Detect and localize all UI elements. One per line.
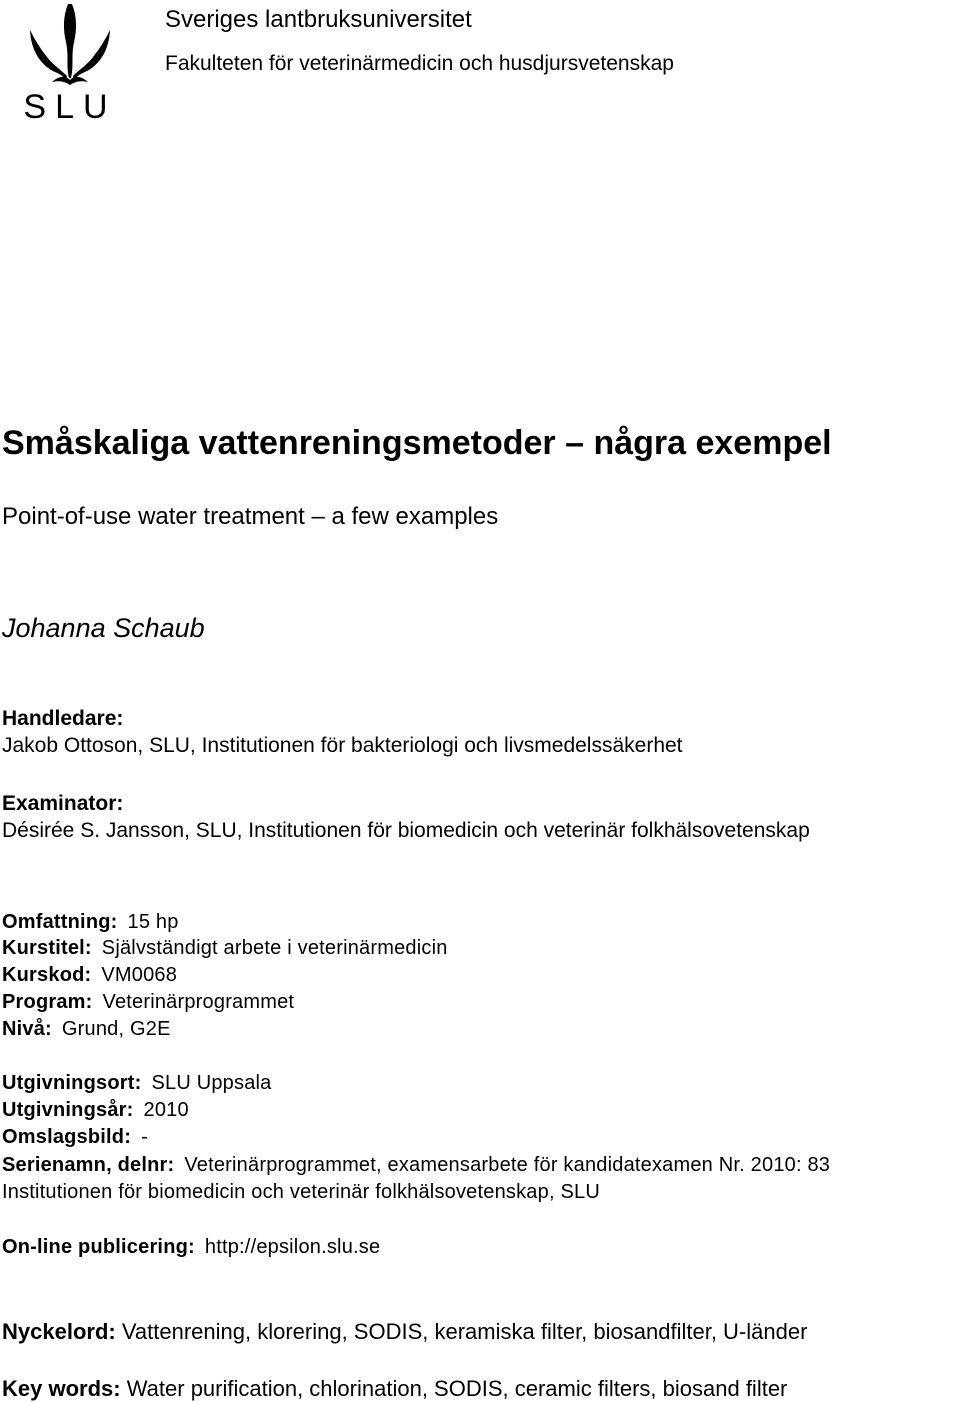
place-value: SLU Uppsala	[151, 1072, 272, 1094]
keywords-en-row	[2, 1376, 787, 1402]
scope-row	[2, 911, 179, 934]
level-row	[2, 1018, 171, 1041]
series-row	[2, 1154, 830, 1177]
program-row	[2, 991, 294, 1014]
document-title: Småskaliga vattenreningsmetoder – några exempel	[2, 424, 832, 462]
course-code-value: VM0068	[101, 964, 178, 986]
examiner-value: Désirée S. Jansson, SLU, Institutionen för biomedicin och veterinär folkhälsovetenskap	[2, 819, 810, 842]
year-value: 2010	[143, 1099, 189, 1121]
slu-logo	[22, 2, 118, 122]
keywords-sv-row	[2, 1319, 807, 1345]
author-name: Johanna Schaub	[2, 613, 205, 643]
logo-plant-left	[30, 30, 67, 80]
online-row	[2, 1236, 380, 1259]
university-name: Sveriges lantbruksuniversitet	[165, 6, 472, 33]
program-label: Program:	[2, 991, 93, 1013]
logo-text: SLU	[23, 88, 117, 122]
course-title-label: Kurstitel:	[2, 937, 92, 959]
cover-label: Omslagsbild:	[2, 1126, 132, 1148]
examiner-label: Examinator:	[2, 792, 124, 815]
keywords-en-label: Key words:	[2, 1376, 121, 1401]
scope-label: Omfattning:	[2, 911, 118, 933]
place-row	[2, 1072, 272, 1095]
logo-plant-center	[64, 4, 76, 78]
logo-plant-base	[52, 77, 88, 85]
logo-plant-right	[73, 30, 110, 80]
document-subtitle: Point-of-use water treatment – a few examples	[2, 503, 499, 530]
keywords-sv-value: Vattenrening, klorering, SODIS, keramiska filter, biosandfilter, U-länder	[121, 1319, 808, 1344]
program-value: Veterinärprogrammet	[102, 991, 295, 1013]
series-line2: Institutionen för biomedicin och veterinär folkhälsovetenskap, SLU	[2, 1181, 600, 1203]
keywords-en-value: Water purification, chlorination, SODIS, ceramic filters, biosand filter	[126, 1376, 788, 1401]
level-label: Nivå:	[2, 1018, 52, 1040]
course-code-row	[2, 964, 177, 987]
course-title-row	[2, 937, 448, 960]
cover-value: -	[141, 1126, 148, 1148]
level-value: Grund, G2E	[61, 1018, 171, 1040]
cover-row	[2, 1126, 148, 1149]
faculty-name: Fakulteten för veterinärmedicin och husdjursvetenskap	[165, 52, 674, 75]
course-code-label: Kurskod:	[2, 964, 92, 986]
keywords-sv-label: Nyckelord:	[2, 1319, 116, 1344]
supervisor-label: Handledare:	[2, 707, 124, 730]
scope-value: 15 hp	[127, 911, 179, 933]
online-label: On-line publicering:	[2, 1236, 195, 1258]
online-link[interactable]: http://epsilon.slu.se	[204, 1236, 381, 1258]
year-row	[2, 1099, 189, 1122]
supervisor-value: Jakob Ottoson, SLU, Institutionen för bakteriologi och livsmedelssäkerhet	[2, 734, 683, 757]
series-label: Serienamn, delnr:	[2, 1154, 175, 1176]
year-label: Utgivningsår:	[2, 1099, 134, 1121]
place-label: Utgivningsort:	[2, 1072, 142, 1094]
course-title-value: Självständigt arbete i veterinärmedicin	[101, 937, 448, 959]
series-value: Veterinärprogrammet, examensarbete för kandidatexamen Nr. 2010: 83	[184, 1154, 831, 1176]
